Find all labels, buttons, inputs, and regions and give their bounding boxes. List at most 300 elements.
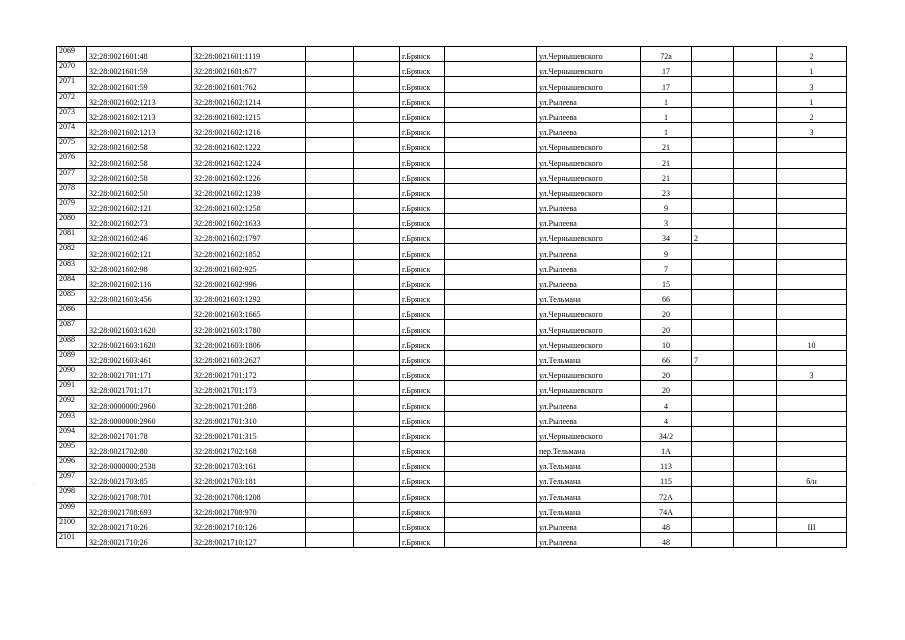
cell-flat	[777, 290, 847, 305]
cell-city: г.Брянск	[400, 290, 445, 305]
cell-street: ул.Чернышевского	[537, 320, 641, 335]
cell-cad2: 32:28:0021603:1292	[192, 290, 306, 305]
table-row	[57, 77, 847, 92]
cell-extra	[692, 381, 734, 396]
cell-c5	[354, 244, 400, 259]
cell-cad2: 32:28:0021602:1239	[192, 183, 306, 198]
cell-flat	[777, 411, 847, 426]
cell-flat	[777, 441, 847, 456]
cell-cad2: 32:28:0021601:762	[192, 77, 306, 92]
cell-c5	[354, 198, 400, 213]
cell-c11	[734, 487, 777, 502]
table-row	[57, 305, 847, 320]
cell-city: г.Брянск	[400, 441, 445, 456]
table-row	[57, 229, 847, 244]
cell-flat	[777, 214, 847, 229]
cell-flat: 3	[777, 365, 847, 380]
cell-num: 2073	[57, 107, 87, 122]
cell-num: 2094	[57, 426, 87, 441]
cell-c7	[445, 502, 537, 517]
cell-house: 21	[641, 153, 692, 168]
cell-house: 1А	[641, 441, 692, 456]
cell-c7	[445, 62, 537, 77]
cell-flat	[777, 457, 847, 472]
cell-extra	[692, 320, 734, 335]
cell-house: 20	[641, 365, 692, 380]
cell-cad1: 32:28:0021708:693	[87, 502, 192, 517]
cell-c7	[445, 77, 537, 92]
cell-c4	[306, 107, 354, 122]
cell-house: 113	[641, 457, 692, 472]
cell-street: ул.Чернышевского	[537, 47, 641, 62]
cell-street: ул.Тельмана	[537, 487, 641, 502]
table-row	[57, 517, 847, 532]
cell-house: 48	[641, 533, 692, 548]
cell-cad1: 32:28:0021602:1213	[87, 92, 192, 107]
cell-cad2: 32:28:0021710:127	[192, 533, 306, 548]
cell-flat	[777, 502, 847, 517]
cell-cad2: 32:28:0021601:1119	[192, 47, 306, 62]
cell-extra	[692, 259, 734, 274]
table-row	[57, 259, 847, 274]
cell-street: ул.Рылеева	[537, 107, 641, 122]
cell-c4	[306, 198, 354, 213]
cell-flat: 1	[777, 62, 847, 77]
cell-c5	[354, 183, 400, 198]
cell-c11	[734, 122, 777, 137]
cell-flat	[777, 198, 847, 213]
cell-c11	[734, 107, 777, 122]
cell-flat: III	[777, 517, 847, 532]
cell-c5	[354, 457, 400, 472]
cell-flat	[777, 350, 847, 365]
cell-city: г.Брянск	[400, 168, 445, 183]
cell-house: 48	[641, 517, 692, 532]
cell-cad1: 32:28:0021601:59	[87, 77, 192, 92]
cell-street: ул.Рылеева	[537, 198, 641, 213]
cell-street: ул.Чернышевского	[537, 365, 641, 380]
cell-extra	[692, 62, 734, 77]
cell-c11	[734, 457, 777, 472]
cell-extra	[692, 183, 734, 198]
cell-extra	[692, 457, 734, 472]
cell-city: г.Брянск	[400, 274, 445, 289]
cell-extra	[692, 138, 734, 153]
cell-c4	[306, 138, 354, 153]
table-row	[57, 487, 847, 502]
cell-house: 72а	[641, 47, 692, 62]
cell-flat: 10	[777, 335, 847, 350]
cell-city: г.Брянск	[400, 350, 445, 365]
cell-extra	[692, 168, 734, 183]
cell-extra: 7	[692, 350, 734, 365]
cell-street: ул.Рылеева	[537, 259, 641, 274]
cell-c5	[354, 274, 400, 289]
cell-street: ул.Тельмана	[537, 502, 641, 517]
cell-flat	[777, 305, 847, 320]
cell-c7	[445, 335, 537, 350]
cell-c4	[306, 365, 354, 380]
cell-c4	[306, 92, 354, 107]
cell-num: 2098	[57, 487, 87, 502]
cell-c11	[734, 244, 777, 259]
cell-flat	[777, 274, 847, 289]
cell-city: г.Брянск	[400, 229, 445, 244]
cell-num: 2074	[57, 122, 87, 137]
cell-street: ул.Рылеева	[537, 411, 641, 426]
table-row	[57, 381, 847, 396]
cell-extra	[692, 396, 734, 411]
cell-c11	[734, 77, 777, 92]
cell-house: 9	[641, 198, 692, 213]
cell-city: г.Брянск	[400, 320, 445, 335]
cell-num: 2095	[57, 441, 87, 456]
cell-cad1: 32:28:0021602:121	[87, 244, 192, 259]
table-row	[57, 47, 847, 62]
cell-c7	[445, 487, 537, 502]
cell-c5	[354, 168, 400, 183]
cell-street: ул.Тельмана	[537, 457, 641, 472]
cell-c4	[306, 244, 354, 259]
cell-cad2: 32:28:0021602:1258	[192, 198, 306, 213]
cell-num: 2080	[57, 214, 87, 229]
cell-street: пер.Тельмана	[537, 441, 641, 456]
cell-c4	[306, 472, 354, 487]
cell-c4	[306, 350, 354, 365]
cell-city: г.Брянск	[400, 138, 445, 153]
cell-extra	[692, 47, 734, 62]
cell-cad1: 32:28:0000000:2960	[87, 396, 192, 411]
cell-c5	[354, 138, 400, 153]
cell-c11	[734, 396, 777, 411]
table-row	[57, 274, 847, 289]
cell-c7	[445, 290, 537, 305]
table-row	[57, 533, 847, 548]
cell-num: 2100	[57, 517, 87, 532]
cell-num: 2070	[57, 62, 87, 77]
cell-num: 2091	[57, 381, 87, 396]
cell-c5	[354, 472, 400, 487]
cell-city: г.Брянск	[400, 107, 445, 122]
cell-c11	[734, 259, 777, 274]
cell-street: ул.Рылеева	[537, 396, 641, 411]
table-row	[57, 411, 847, 426]
cell-city: г.Брянск	[400, 77, 445, 92]
cell-c4	[306, 305, 354, 320]
table-row	[57, 138, 847, 153]
cell-house: 3	[641, 214, 692, 229]
cell-c7	[445, 426, 537, 441]
cell-cad1: 32:28:0021602:73	[87, 214, 192, 229]
cell-c7	[445, 259, 537, 274]
cell-c11	[734, 381, 777, 396]
cell-extra	[692, 335, 734, 350]
cell-cad2: 32:28:0021602:925	[192, 259, 306, 274]
cell-extra	[692, 77, 734, 92]
cell-c4	[306, 168, 354, 183]
cell-street: ул.Чернышевского	[537, 77, 641, 92]
cell-street: ул.Чернышевского	[537, 62, 641, 77]
cell-house: 23	[641, 183, 692, 198]
cell-cad1: 32:28:0021602:116	[87, 274, 192, 289]
cell-city: г.Брянск	[400, 305, 445, 320]
cell-c7	[445, 320, 537, 335]
cell-c11	[734, 426, 777, 441]
cell-c4	[306, 517, 354, 532]
cell-c7	[445, 396, 537, 411]
cell-city: г.Брянск	[400, 198, 445, 213]
cell-num: 2083	[57, 259, 87, 274]
cell-num: 2072	[57, 92, 87, 107]
cell-flat	[777, 229, 847, 244]
cell-extra	[692, 274, 734, 289]
cell-c5	[354, 107, 400, 122]
cell-c7	[445, 472, 537, 487]
cell-cad2: 32:28:0021603:2627	[192, 350, 306, 365]
cell-city: г.Брянск	[400, 47, 445, 62]
cell-c11	[734, 183, 777, 198]
cell-cad2: 32:28:0021602:996	[192, 274, 306, 289]
cell-c11	[734, 92, 777, 107]
cell-flat	[777, 426, 847, 441]
cell-cad1	[87, 305, 192, 320]
cell-num: 2097	[57, 472, 87, 487]
cell-cad1: 32:28:0021603:456	[87, 290, 192, 305]
cell-c7	[445, 533, 537, 548]
cell-house: 1	[641, 122, 692, 137]
table-row	[57, 107, 847, 122]
cell-cad1: 32:28:0021602:46	[87, 229, 192, 244]
cell-cad1: 32:28:0021701:171	[87, 381, 192, 396]
cell-c11	[734, 274, 777, 289]
cell-house: 4	[641, 411, 692, 426]
cell-cad1: 32:28:0021710:26	[87, 517, 192, 532]
cell-street: ул.Чернышевского	[537, 183, 641, 198]
cell-street: ул.Рылеева	[537, 92, 641, 107]
cell-c11	[734, 320, 777, 335]
cell-cad1: 32:28:0021602:1213	[87, 107, 192, 122]
cell-c11	[734, 229, 777, 244]
cell-cad2: 32:28:0021602:1633	[192, 214, 306, 229]
cell-c11	[734, 290, 777, 305]
cell-city: г.Брянск	[400, 183, 445, 198]
cell-cad1: 32:28:0021602:50	[87, 183, 192, 198]
cell-cad1: 32:28:0021603:461	[87, 350, 192, 365]
cell-c4	[306, 47, 354, 62]
cell-flat	[777, 183, 847, 198]
cell-num: 2081	[57, 229, 87, 244]
cell-cad2: 32:28:0021708:970	[192, 502, 306, 517]
cell-city: г.Брянск	[400, 92, 445, 107]
cell-house: 115	[641, 472, 692, 487]
margin-mark: .	[33, 481, 35, 487]
cell-street: ул.Чернышевского	[537, 168, 641, 183]
cell-c5	[354, 47, 400, 62]
cell-c5	[354, 365, 400, 380]
cell-c11	[734, 441, 777, 456]
cell-cad1: 32:28:0021710:26	[87, 533, 192, 548]
cell-cad1: 32:28:0021602:58	[87, 153, 192, 168]
cell-street: ул.Рылеева	[537, 533, 641, 548]
cell-c4	[306, 457, 354, 472]
cell-extra	[692, 290, 734, 305]
cell-c5	[354, 62, 400, 77]
cell-extra	[692, 441, 734, 456]
cell-cad2: 32:28:0021602:1224	[192, 153, 306, 168]
cell-street: ул.Рылеева	[537, 517, 641, 532]
table-row	[57, 365, 847, 380]
cell-num: 2069	[57, 47, 87, 62]
cell-c11	[734, 533, 777, 548]
cell-num: 2096	[57, 457, 87, 472]
table-row	[57, 457, 847, 472]
cell-cad2: 32:28:0021602:1797	[192, 229, 306, 244]
cell-extra: 2	[692, 229, 734, 244]
cell-extra	[692, 472, 734, 487]
cell-c7	[445, 138, 537, 153]
cell-flat	[777, 381, 847, 396]
cell-cad2: 32:28:0021708:1208	[192, 487, 306, 502]
cell-extra	[692, 244, 734, 259]
cell-cad1: 32:28:0021603:1620	[87, 335, 192, 350]
cell-flat	[777, 259, 847, 274]
cell-c5	[354, 350, 400, 365]
cell-flat: 2	[777, 107, 847, 122]
cell-c4	[306, 214, 354, 229]
table-row	[57, 183, 847, 198]
cell-c7	[445, 229, 537, 244]
cell-house: 21	[641, 168, 692, 183]
cell-c4	[306, 229, 354, 244]
cell-street: ул.Тельмана	[537, 290, 641, 305]
cell-street: ул.Чернышевского	[537, 335, 641, 350]
cell-num: 2082	[57, 244, 87, 259]
cell-house: 74А	[641, 502, 692, 517]
cell-c11	[734, 305, 777, 320]
cell-city: г.Брянск	[400, 335, 445, 350]
cell-c11	[734, 411, 777, 426]
cell-street: ул.Чернышевского	[537, 381, 641, 396]
cell-house: 34/2	[641, 426, 692, 441]
cell-c4	[306, 381, 354, 396]
cell-cad2: 32:28:0021602:1216	[192, 122, 306, 137]
cell-c11	[734, 214, 777, 229]
cell-c5	[354, 77, 400, 92]
cell-num: 2076	[57, 153, 87, 168]
cell-num: 2087	[57, 320, 87, 335]
cell-house: 20	[641, 381, 692, 396]
cell-street: ул.Чернышевского	[537, 305, 641, 320]
cell-c4	[306, 396, 354, 411]
cell-house: 4	[641, 396, 692, 411]
table-row	[57, 472, 847, 487]
cell-extra	[692, 122, 734, 137]
cell-flat: 3	[777, 77, 847, 92]
cell-city: г.Брянск	[400, 62, 445, 77]
cell-city: г.Брянск	[400, 502, 445, 517]
table-row	[57, 244, 847, 259]
cell-num: 2093	[57, 411, 87, 426]
cell-c4	[306, 487, 354, 502]
cell-c4	[306, 183, 354, 198]
cell-c5	[354, 290, 400, 305]
cell-extra	[692, 365, 734, 380]
table-row	[57, 320, 847, 335]
cell-c7	[445, 198, 537, 213]
cell-cad2: 32:28:0021602:1214	[192, 92, 306, 107]
cell-num: 2077	[57, 168, 87, 183]
cell-house: 34	[641, 229, 692, 244]
cell-c7	[445, 350, 537, 365]
cell-street: ул.Чернышевского	[537, 153, 641, 168]
cell-street: ул.Чернышевского	[537, 229, 641, 244]
cell-c11	[734, 198, 777, 213]
cell-num: 2099	[57, 502, 87, 517]
cell-extra	[692, 107, 734, 122]
cell-house: 1	[641, 92, 692, 107]
cell-cad1: 32:28:0000000:2960	[87, 411, 192, 426]
cell-c5	[354, 441, 400, 456]
cell-extra	[692, 533, 734, 548]
cell-extra	[692, 517, 734, 532]
cell-cad2: 32:28:0021701:173	[192, 381, 306, 396]
table-body	[57, 47, 847, 548]
cell-c5	[354, 396, 400, 411]
cell-c11	[734, 517, 777, 532]
cell-cad1: 32:28:0021602:1213	[87, 122, 192, 137]
cell-flat	[777, 168, 847, 183]
cell-cad2: 32:28:0021703:181	[192, 472, 306, 487]
cell-c7	[445, 183, 537, 198]
cell-city: г.Брянск	[400, 259, 445, 274]
cell-house: 17	[641, 62, 692, 77]
cell-cad2: 32:28:0021602:1215	[192, 107, 306, 122]
cell-c4	[306, 77, 354, 92]
cell-c4	[306, 274, 354, 289]
cell-cad2: 32:28:0021602:1852	[192, 244, 306, 259]
cell-c4	[306, 502, 354, 517]
cell-cad1: 32:28:0021601:48	[87, 47, 192, 62]
cell-cad2: 32:28:0021603:1806	[192, 335, 306, 350]
cell-street: ул.Чернышевского	[537, 426, 641, 441]
cell-c11	[734, 168, 777, 183]
cell-house: 20	[641, 305, 692, 320]
cell-c7	[445, 92, 537, 107]
cell-house: 17	[641, 77, 692, 92]
cell-num: 2089	[57, 350, 87, 365]
cell-c5	[354, 426, 400, 441]
cell-c5	[354, 122, 400, 137]
cell-cad2: 32:28:0021702:168	[192, 441, 306, 456]
cell-cad1: 32:28:0000000:2538	[87, 457, 192, 472]
cell-c11	[734, 365, 777, 380]
cell-flat: 1	[777, 92, 847, 107]
cell-cad1: 32:28:0021702:80	[87, 441, 192, 456]
cell-cad1: 32:28:0021603:1620	[87, 320, 192, 335]
cell-c7	[445, 47, 537, 62]
cell-c5	[354, 320, 400, 335]
cell-num: 2084	[57, 274, 87, 289]
cell-extra	[692, 426, 734, 441]
cell-cad2: 32:28:0021701:315	[192, 426, 306, 441]
cell-c4	[306, 290, 354, 305]
cell-num: 2092	[57, 396, 87, 411]
cell-flat	[777, 320, 847, 335]
cell-c7	[445, 107, 537, 122]
cell-c4	[306, 411, 354, 426]
cell-flat	[777, 138, 847, 153]
cell-city: г.Брянск	[400, 122, 445, 137]
